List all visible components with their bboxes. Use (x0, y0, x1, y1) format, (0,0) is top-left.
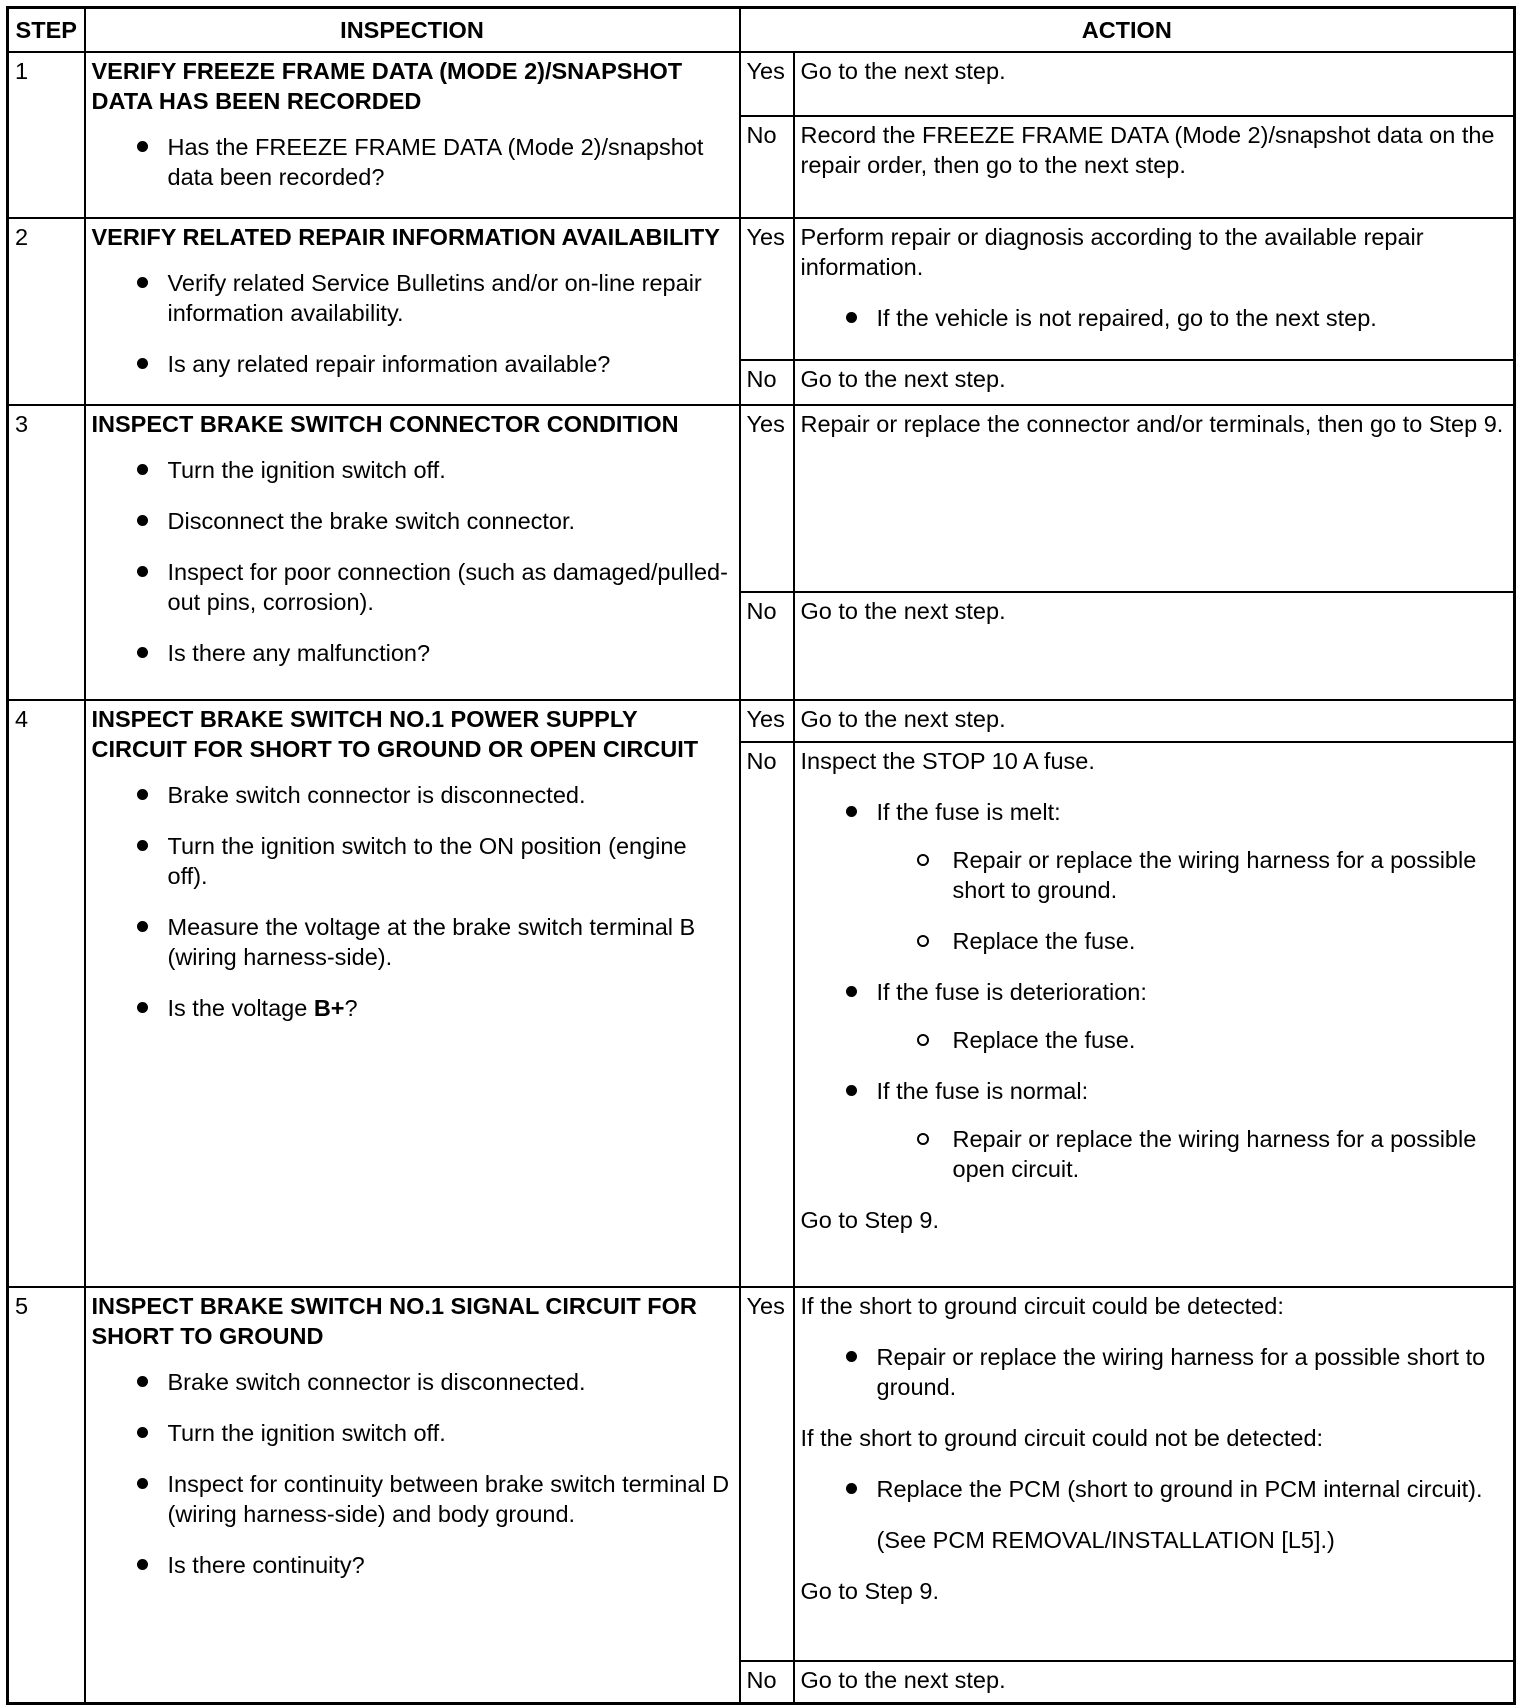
list-item: Inspect for poor connection (such as damaged/pulled-out pins, corrosion). (92, 557, 733, 617)
yes-label: Yes (740, 1287, 794, 1661)
list-item: Replace the PCM (short to ground in PCM internal circuit). (801, 1474, 1508, 1504)
table-row (8, 218, 1515, 360)
bullet-icon (137, 1559, 148, 1570)
inspection-cell (85, 700, 740, 1287)
list-item: Replace the fuse. (877, 1025, 1508, 1055)
bullet-icon (137, 789, 148, 800)
circle-bullet-icon (917, 935, 929, 947)
bullet-icon (137, 358, 148, 369)
bullet-icon (137, 840, 148, 851)
bullet-icon (137, 515, 148, 526)
list-item: Repair or replace the wiring harness for a possible open circuit. (877, 1124, 1508, 1184)
inspection-list (92, 780, 733, 1023)
step-number: 2 (8, 218, 85, 405)
list-item: Measure the voltage at the brake switch terminal B (wiring harness-side). (92, 912, 733, 972)
list-item: Brake switch connector is disconnected. (92, 1367, 733, 1397)
bullet-icon (137, 921, 148, 932)
bullet-icon (846, 312, 857, 323)
bullet-icon (137, 464, 148, 475)
action-no: Go to the next step. (794, 1661, 1515, 1703)
yes-label: Yes (740, 700, 794, 742)
list-item: Is there continuity? (92, 1550, 733, 1580)
inspection-list (92, 455, 733, 668)
action-yes: If the short to ground circuit could be detected: Repair or replace the wiring harness for a possible short to ground. If the short to ground circuit could not be detected: Replace the PCM (short to ground in PCM internal circuit). (See PCM REMOVAL/INSTALLATION [L5].) Go to Step 9. (794, 1287, 1515, 1661)
circle-bullet-icon (917, 1034, 929, 1046)
inspection-list (92, 1367, 733, 1580)
list-item: Disconnect the brake switch connector. (92, 506, 733, 536)
list-item: If the vehicle is not repaired, go to the next step. (801, 303, 1508, 333)
no-label: No (740, 116, 794, 218)
inspection-title: VERIFY FREEZE FRAME DATA (MODE 2)/SNAPSHOT DATA HAS BEEN RECORDED (91, 58, 683, 114)
list-item: If the fuse is melt: Repair or replace the wiring harness for a possible short to ground. Replace the fuse. (801, 797, 1508, 956)
action-no: Record the FREEZE FRAME DATA (Mode 2)/snapshot data on the repair order, then go to the next step. (794, 116, 1515, 218)
list-item: Repair or replace the wiring harness for a possible short to ground. (801, 1342, 1508, 1402)
no-label: No (740, 360, 794, 405)
list-item: If the fuse is normal: Repair or replace the wiring harness for a possible open circuit. (801, 1076, 1508, 1184)
inspection-column-header: INSPECTION (85, 8, 740, 53)
inspection-cell (85, 218, 740, 405)
list-item: Verify related Service Bulletins and/or on-line repair information availability. (92, 268, 733, 328)
bullet-icon (846, 1085, 857, 1096)
step-number: 4 (8, 700, 85, 1287)
bullet-icon (137, 277, 148, 288)
bullet-icon (137, 1002, 148, 1013)
list-item: Repair or replace the wiring harness for a possible short to ground. (877, 845, 1508, 905)
list-item: Turn the ignition switch to the ON position (engine off). (92, 831, 733, 891)
circle-bullet-icon (917, 1133, 929, 1145)
step-number: 1 (8, 52, 85, 218)
table-row (8, 700, 1515, 742)
table-row (8, 405, 1515, 592)
list-item: Is the voltage B+? (92, 993, 733, 1023)
list-item: Inspect for continuity between brake switch terminal D (wiring harness-side) and body ground. (92, 1469, 733, 1529)
inspection-cell (85, 52, 740, 218)
inspection-title: INSPECT BRAKE SWITCH NO.1 SIGNAL CIRCUIT FOR SHORT TO GROUND (91, 1293, 697, 1349)
inspection-title: INSPECT BRAKE SWITCH NO.1 POWER SUPPLY CIRCUIT FOR SHORT TO GROUND OR OPEN CIRCUIT (91, 706, 699, 762)
inspection-list (92, 268, 733, 379)
list-item: Is any related repair information available? (92, 349, 733, 379)
no-label: No (740, 1661, 794, 1703)
no-label: No (740, 742, 794, 1287)
list-item: Replace the fuse. (877, 926, 1508, 956)
inspection-title: VERIFY RELATED REPAIR INFORMATION AVAILABILITY (91, 224, 720, 250)
action-yes: Go to the next step. (794, 700, 1515, 742)
table-header-row (8, 8, 1515, 53)
bullet-icon (846, 986, 857, 997)
bullet-icon (846, 1483, 857, 1494)
action-no: Inspect the STOP 10 A fuse. If the fuse is melt: Repair or replace the wiring harness for a possible short to ground. Replace the fuse. If the fuse is deterioration: Replace the fuse. If the fuse is normal: Repair or replace the wiring harness for a possible open circuit. Go to Step 9. (794, 742, 1515, 1287)
bullet-icon (137, 566, 148, 577)
list-item: Turn the ignition switch off. (92, 455, 733, 485)
list-item: Turn the ignition switch off. (92, 1418, 733, 1448)
table-row (8, 52, 1515, 116)
no-label: No (740, 592, 794, 700)
action-no: Go to the next step. (794, 592, 1515, 700)
bullet-icon (137, 1376, 148, 1387)
bullet-icon (846, 806, 857, 817)
bullet-icon (137, 141, 148, 152)
bullet-icon (137, 647, 148, 658)
step-number: 3 (8, 405, 85, 700)
action-yes: Go to the next step. (794, 52, 1515, 116)
list-item: Brake switch connector is disconnected. (92, 780, 733, 810)
table-row (8, 1287, 1515, 1661)
bullet-icon (137, 1427, 148, 1438)
inspection-title: INSPECT BRAKE SWITCH CONNECTOR CONDITION (91, 411, 679, 437)
bullet-icon (137, 1478, 148, 1489)
yes-label: Yes (740, 52, 794, 116)
yes-label: Yes (740, 218, 794, 360)
action-column-header: ACTION (740, 8, 1515, 53)
list-item: Is there any malfunction? (92, 638, 733, 668)
action-no: Go to the next step. (794, 360, 1515, 405)
inspection-cell (85, 1287, 740, 1703)
circle-bullet-icon (917, 854, 929, 866)
action-yes: Perform repair or diagnosis according to the available repair information. If the vehicle is not repaired, go to the next step. (794, 218, 1515, 360)
diagnostic-procedure-table (6, 6, 1516, 1705)
action-yes: Repair or replace the connector and/or terminals, then go to Step 9. (794, 405, 1515, 592)
bullet-icon (846, 1351, 857, 1362)
inspection-list (92, 132, 733, 192)
step-number: 5 (8, 1287, 85, 1703)
inspection-cell (85, 405, 740, 700)
yes-label: Yes (740, 405, 794, 592)
step-column-header: STEP (8, 8, 85, 53)
list-item: If the fuse is deterioration: Replace the fuse. (801, 977, 1508, 1055)
list-item: Has the FREEZE FRAME DATA (Mode 2)/snapshot data been recorded? (92, 132, 733, 192)
